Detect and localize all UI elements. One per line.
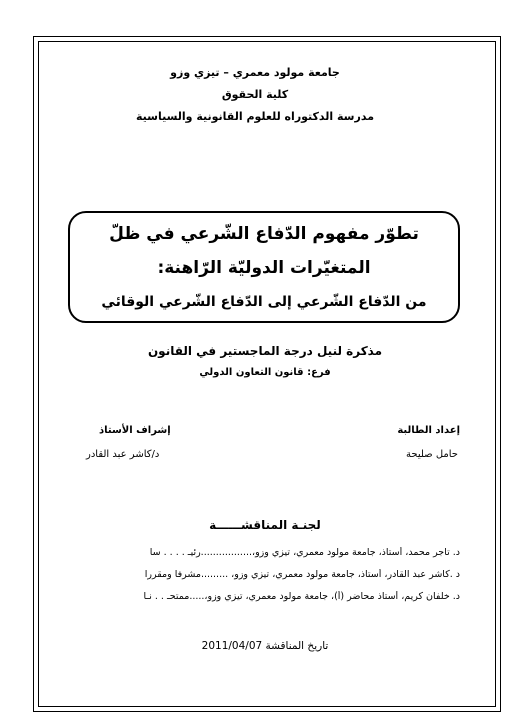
committee-member: د. تاجر محمد، أستاذ، جامعة مولود معمري، تيزي وزو،.................رئيـ . . . . سا [149,547,460,558]
supervisor-name: د/كاشر عبد القادر [86,449,160,460]
defense-date: تاريخ المناقشة 2011/04/07 [201,640,329,652]
degree-statement: مذكرة لنيل درجة الماجستير في القانون [147,344,383,358]
student-name: حامل صليحة [406,449,458,460]
faculty-name: كلية الحقوق [221,88,289,101]
committee-member: د. خلفان كريم، أستاذ محاضر (أ)، جامعة مولود معمري، تيزي وزو،.....ممتحـ . . نـا [143,591,460,602]
title-line-2: المتغيّرات الدوليّة الرّاهنة: [157,258,371,278]
prepared-by-label: إعداد الطالبة [397,425,460,436]
institution-header [135,62,375,128]
university-name: جامعة مولود معمري – تيزي وزو [170,66,340,79]
committee-title: لجنـة المناقشــــــة [209,518,321,532]
supervisor-label: إشراف الأستاذ [99,425,171,436]
branch-statement: فرع: قانون التعاون الدولي [199,367,331,378]
thesis-title-box [68,211,460,323]
doctoral-school-name: مدرسة الدكتوراه للعلوم القانونية والسياسية [135,110,374,123]
thesis-info [130,340,400,384]
title-line-3: من الدّفاع الشّرعي إلى الدّفاع الشّرعي الوقائي [101,294,427,310]
title-line-1: تطوّر مفهوم الدّفاع الشّرعي في ظلّ [109,224,419,244]
committee-member: د .كاشر عبد القادر، أستاذ، جامعة مولود معمري، تيزي وزو، .........مشرفا ومقررا [144,569,460,580]
